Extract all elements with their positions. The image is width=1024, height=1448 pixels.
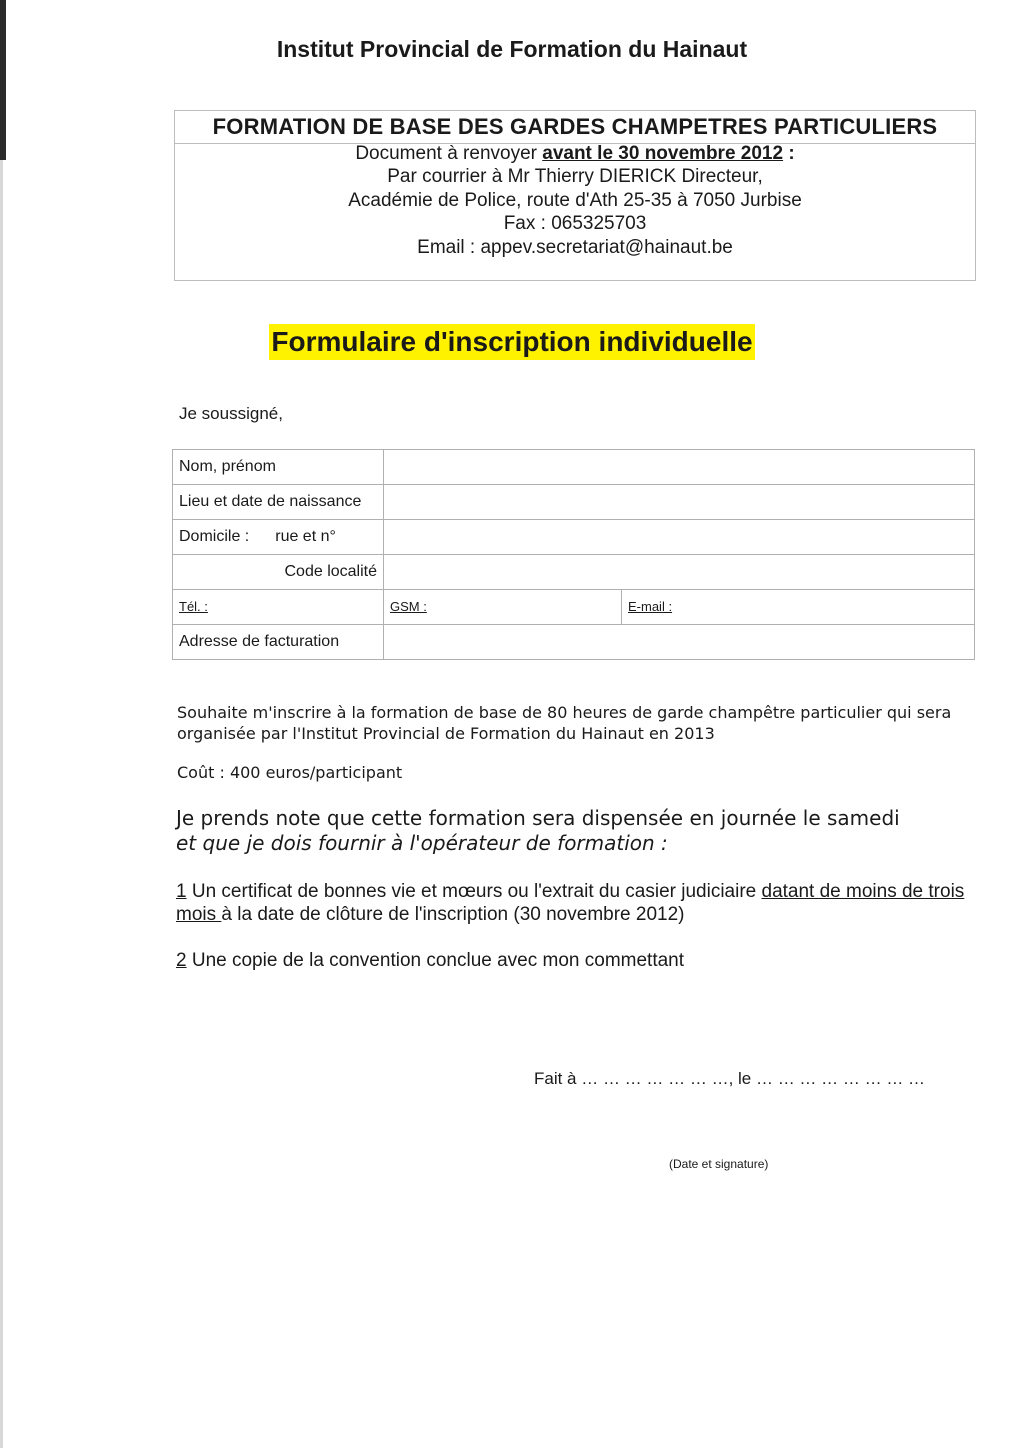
- name-field[interactable]: [384, 450, 975, 485]
- requirement-2: [176, 950, 684, 972]
- intro-text: Je soussigné,: [179, 404, 283, 423]
- form-title-wrap: [0, 324, 1024, 360]
- billing-label: Adresse de facturation: [173, 625, 384, 660]
- gsm-label: GSM :: [390, 599, 427, 614]
- scan-edge-dark: [0, 0, 6, 160]
- item-underlined-text: datant de moins de trois mois: [176, 881, 965, 925]
- scan-edge: [0, 0, 3, 1448]
- form-title: Formulaire d'inscription individuelle: [269, 324, 754, 360]
- institute-heading: Institut Provincial de Formation du Hainaut: [276, 36, 748, 62]
- street-field[interactable]: [384, 520, 975, 555]
- header-title: FORMATION DE BASE DES GARDES CHAMPETRES PARTICULIERS: [212, 114, 938, 139]
- note-paragraph: [176, 806, 976, 856]
- item-number: 1: [176, 881, 187, 902]
- gsm-cell[interactable]: [384, 590, 622, 625]
- item-text-end: à la date de clôture de l'inscription (30 novembre 2012): [221, 904, 685, 925]
- item-text: Un certificat de bonnes vie et mœurs ou l'extrait du casier judiciaire: [186, 881, 762, 902]
- header-fax-line: Fax : 065325703: [503, 213, 647, 234]
- header-email-line: Email : appev.secretariat@hainaut.be: [417, 237, 733, 258]
- requirement-1: [176, 880, 976, 926]
- street-label: rue et n°: [275, 528, 336, 545]
- header-address-line: Académie de Police, route d'Ath 25-35 à 7050 Jurbise: [348, 190, 802, 211]
- note-line-italic: et que je dois fournir à l'opérateur de formation :: [176, 831, 668, 855]
- postcode-label: Code localité: [173, 555, 384, 590]
- postcode-field[interactable]: [384, 555, 975, 590]
- tel-label: Tél. :: [179, 599, 208, 614]
- table-row: [173, 485, 975, 520]
- header-post-line: Par courrier à Mr Thierry DIERICK Directeur,: [387, 166, 763, 187]
- identity-table: [172, 449, 975, 660]
- birth-label: Lieu et date de naissance: [173, 485, 384, 520]
- doc-deadline: avant le 30 novembre 2012: [542, 143, 784, 164]
- table-row: [173, 555, 975, 590]
- item-number: 2: [176, 950, 187, 971]
- cost-line: Coût : 400 euros/participant: [177, 763, 403, 782]
- header-document-line: [175, 143, 975, 165]
- table-row: [173, 520, 975, 555]
- domicile-label-cell: [173, 520, 384, 555]
- header-box: [174, 110, 976, 281]
- tel-cell[interactable]: [173, 590, 384, 625]
- doc-prefix: Document à renvoyer: [355, 143, 543, 164]
- item-text: Une copie de la convention conclue avec mon commettant: [186, 950, 685, 971]
- email-label: E-mail :: [628, 599, 673, 614]
- domicile-label: Domicile :: [179, 528, 250, 545]
- table-row: [173, 590, 975, 625]
- birth-field[interactable]: [384, 485, 975, 520]
- registration-paragraph: Souhaite m'inscrire à la formation de base de 80 heures de garde champêtre particulier qui sera organisée par l'Institut Provincial de Formation du Hainaut en 2013: [177, 703, 952, 743]
- billing-field[interactable]: [384, 625, 975, 660]
- email-cell[interactable]: [622, 590, 975, 625]
- place-date-line: Fait à … … … … … … …, le … … … … … … … …: [534, 1069, 926, 1088]
- doc-suffix: :: [783, 143, 795, 164]
- name-label: Nom, prénom: [173, 450, 384, 485]
- table-row: [173, 450, 975, 485]
- note-line: Je prends note que cette formation sera dispensée en journée le samedi: [176, 806, 900, 830]
- signature-caption: (Date et signature): [669, 1157, 769, 1171]
- table-row: [173, 625, 975, 660]
